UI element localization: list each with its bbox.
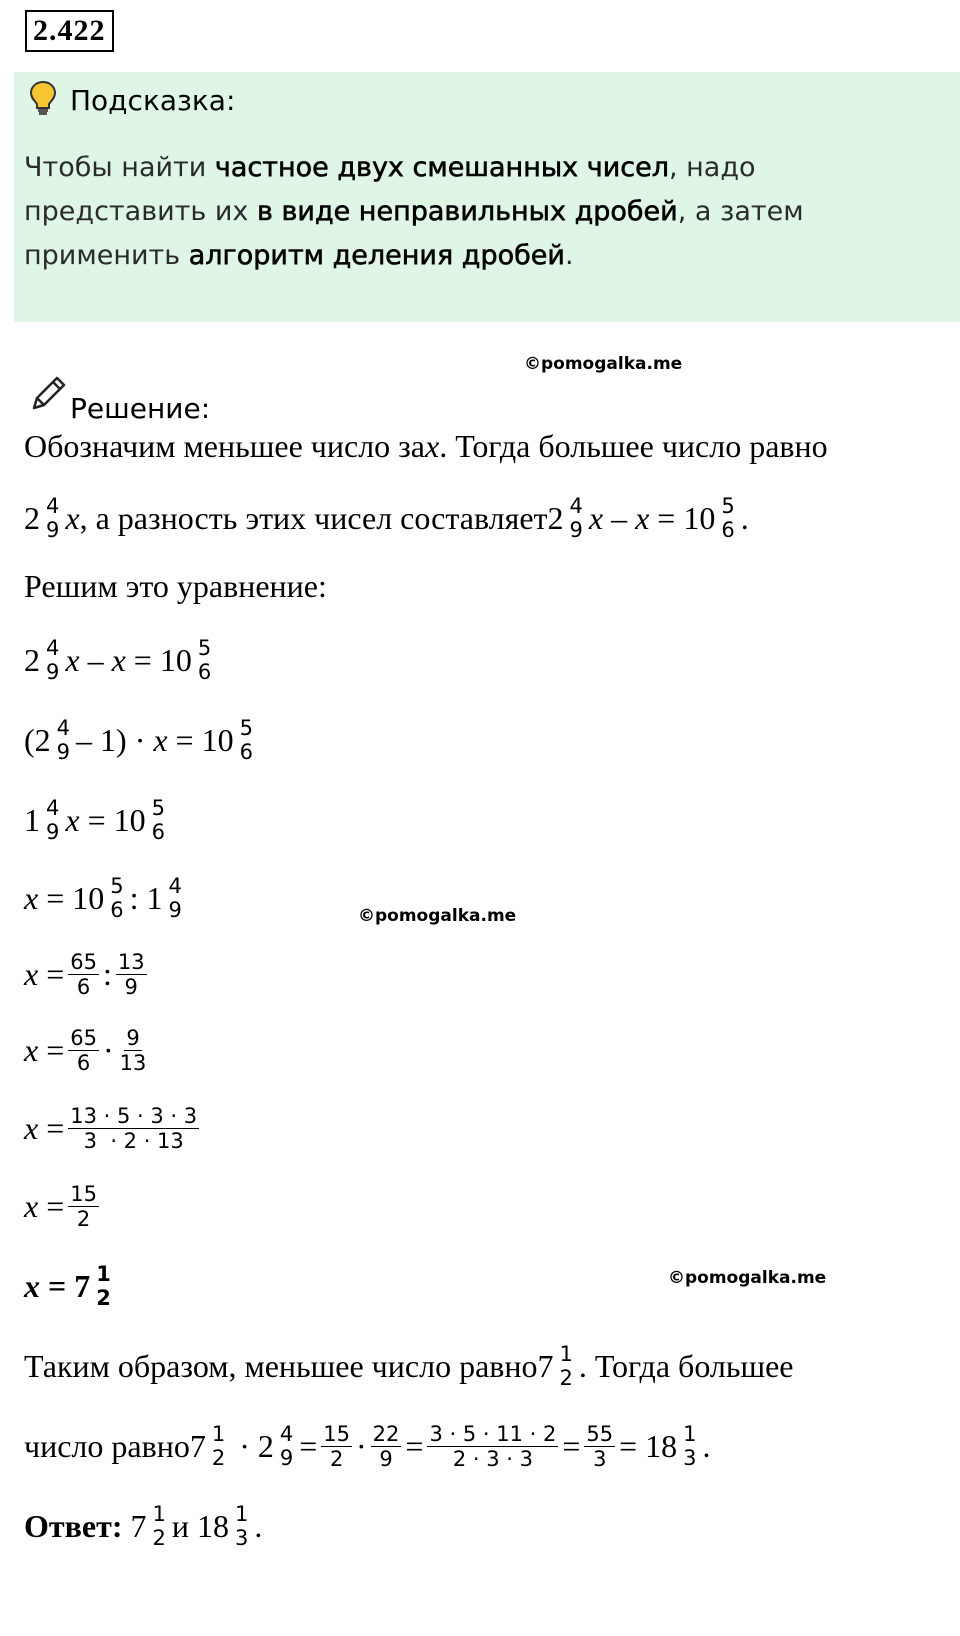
equation-step: x = $\frac{15}{2}$ — [24, 1181, 97, 1231]
equation-step: x = $\frac{13 \cdot 5 \cdot 3 \cdot 3}{3 \cdot 2 \cdot 13}$ — [24, 1103, 198, 1153]
equation-label: Решим это уравнение: — [24, 567, 327, 604]
problem-number: 2.422 — [25, 10, 114, 52]
lightbulb-icon — [28, 80, 58, 116]
watermark: ©pomogalka.me — [358, 906, 517, 926]
watermark: ©pomogalka.me — [668, 1268, 827, 1288]
equation-step: 1 4 9 x = 10 5 6 — [24, 796, 165, 844]
equation-step: x = 10 5 6 : 1 4 9 — [24, 874, 182, 922]
hint-text: Чтобы найти частное двух смешанных чисел, надо представить их в виде неправильных дробей, а затем применить алгоритм деления дробей. — [24, 152, 804, 271]
equation-result: x = 7 1 2 — [24, 1262, 111, 1310]
watermark: ©pomogalka.me — [524, 354, 683, 374]
answer-line: Ответ: 7 1 2 и 18 1 3 . — [24, 1502, 263, 1550]
conclusion-line-1: Таким образом, меньшее число равно 7 1 2 . Тогда большее — [24, 1342, 794, 1390]
hint-title: Подсказка: — [70, 84, 236, 117]
solution-line-1: Обозначим меньшее число за x . Тогда большее число равно — [24, 427, 828, 464]
solution-line-2: 2 4 9 x , а разность этих чисел составляет 2 4 9 x – x = 10 5 6 . — [24, 494, 749, 542]
equation-step: 2 4 9 x – x = 10 5 6 — [24, 636, 212, 684]
equation-step: x = $\frac{65}{6}$ : $\frac{13}{9}$ — [24, 949, 145, 999]
pencil-icon — [28, 374, 68, 414]
equation-step: (2 4 9 – 1) · x = 10 5 6 — [24, 716, 253, 764]
conclusion-line-2: число равно 7 1 2 · 2 4 9 = $\frac{15}{2}$ · $\frac{22}{9}$ = $\frac{3 \cdot 5 \cdot 11 \cdot 2}{2 \cdot 3 \cdot 3}$ = $\frac{55}{3}$ = 18 1 3 . — [24, 1421, 711, 1471]
equation-step: x = $\frac{65}{6}$ · $\frac{9}{13}$ — [24, 1025, 147, 1075]
answer-label: Ответ: — [24, 1507, 123, 1544]
solution-title: Решение: — [70, 392, 211, 425]
